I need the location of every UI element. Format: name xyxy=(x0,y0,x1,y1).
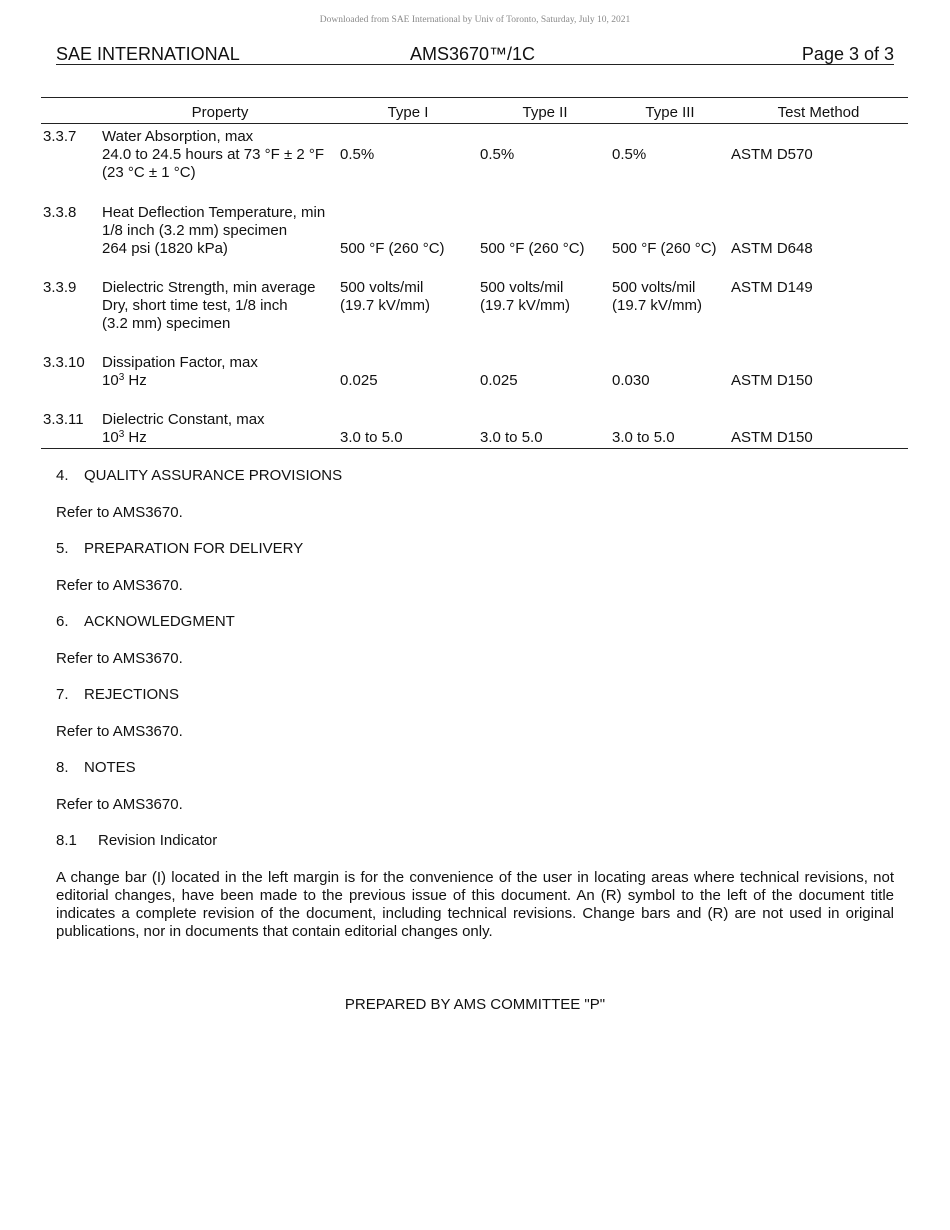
property-line: 264 psi (1820 kPa) xyxy=(102,240,228,257)
table-header-row xyxy=(41,98,908,124)
type1-value: 0.5% xyxy=(340,146,375,163)
properties-table xyxy=(41,97,908,449)
header-type1: Type I xyxy=(387,104,429,121)
property-line: Dielectric Strength, min average xyxy=(102,279,316,296)
row-number: 3.3.7 xyxy=(43,128,77,145)
test-method: ASTM D570 xyxy=(731,146,813,163)
type3-value: 3.0 to 5.0 xyxy=(612,429,675,446)
section-heading: 7. REJECTIONS xyxy=(56,686,180,703)
subsection-heading: 8.1 Revision Indicator xyxy=(56,832,218,849)
property-line: Dielectric Constant, max xyxy=(102,411,265,428)
row-number: 3.3.11 xyxy=(43,411,84,428)
property-line: Water Absorption, max xyxy=(102,128,254,145)
property-line: 1/8 inch (3.2 mm) specimen xyxy=(102,222,288,239)
type1-value: 500 volts/mil xyxy=(340,279,424,296)
header-test-method: Test Method xyxy=(777,104,860,121)
download-watermark: Downloaded from SAE International by Univ of Toronto, Saturday, July 10, 2021 xyxy=(319,15,631,25)
section-body: Refer to AMS3670. xyxy=(56,577,183,594)
type3-value: (19.7 kV/mm) xyxy=(612,297,703,314)
section-heading: 4. QUALITY ASSURANCE PROVISIONS xyxy=(56,467,343,484)
row-number: 3.3.8 xyxy=(43,204,77,221)
section-body: Refer to AMS3670. xyxy=(56,504,183,521)
section-heading: 6. ACKNOWLEDGMENT xyxy=(56,613,235,630)
row-number: 3.3.10 xyxy=(43,354,85,371)
section-heading: 8. NOTES xyxy=(56,759,136,776)
exponent: 3 xyxy=(118,429,125,440)
type2-value: 500 volts/mil xyxy=(480,279,564,296)
type3-value: 500 °F (260 °C) xyxy=(612,240,717,257)
test-method: ASTM D149 xyxy=(731,279,813,296)
type1-value: (19.7 kV/mm) xyxy=(340,297,431,314)
type2-value: 500 °F (260 °C) xyxy=(480,240,585,257)
property-line: (3.2 mm) specimen xyxy=(102,315,231,332)
property-line: Heat Deflection Temperature, min xyxy=(102,204,326,221)
exponent: 3 xyxy=(118,372,125,383)
type2-value: 0.5% xyxy=(480,146,515,163)
page-header xyxy=(56,44,894,65)
type1-value: 0.025 xyxy=(340,372,378,389)
property-line: Dissipation Factor, max xyxy=(102,354,258,371)
section-body: Refer to AMS3670. xyxy=(56,796,183,813)
property-line: Dry, short time test, 1/8 inch xyxy=(102,297,288,314)
type2-value: 3.0 to 5.0 xyxy=(480,429,543,446)
header-property: Property xyxy=(191,104,249,121)
type1-value: 3.0 to 5.0 xyxy=(340,429,403,446)
test-method: ASTM D648 xyxy=(731,240,813,257)
type2-value: (19.7 kV/mm) xyxy=(480,297,571,314)
header-page-number: Page 3 of 3 xyxy=(801,44,894,64)
prepared-by: PREPARED BY AMS COMMITTEE "P" xyxy=(344,996,606,1013)
type1-value: 500 °F (260 °C) xyxy=(340,240,445,257)
property-line: $10^3$ Hz xyxy=(102,372,147,389)
header-type2: Type II xyxy=(522,104,568,121)
header-organization: SAE INTERNATIONAL xyxy=(56,44,240,64)
type3-value: 0.5% xyxy=(612,146,647,163)
property-line: 24.0 to 24.5 hours at 73 °F ± 2 °F xyxy=(102,146,325,163)
test-method: ASTM D150 xyxy=(731,372,813,389)
section-heading: 5. PREPARATION FOR DELIVERY xyxy=(56,540,304,557)
property-line: $10^3$ Hz xyxy=(102,429,147,446)
revision-indicator-paragraph: A change bar (I) located in the left margin is for the convenience of the user in locating areas where technical revisions, not editorial changes, have been made to the previous issue of this document. An (R) symbol to the left of the document title indicates a complete revision of the document, including technical revisions. Change bars and (R) are not used in original publications, nor in documents that contain editorial changes only. xyxy=(56,869,894,940)
header-type3: Type III xyxy=(645,104,695,121)
row-number: 3.3.9 xyxy=(43,279,77,296)
section-body: Refer to AMS3670. xyxy=(56,723,183,740)
type3-value: 500 volts/mil xyxy=(612,279,696,296)
type3-value: 0.030 xyxy=(612,372,650,389)
property-line: (23 °C ± 1 °C) xyxy=(102,164,196,181)
type2-value: 0.025 xyxy=(480,372,518,389)
header-document-number: AMS3670™/1C xyxy=(410,44,536,64)
section-body: Refer to AMS3670. xyxy=(56,650,183,667)
test-method: ASTM D150 xyxy=(731,429,813,446)
